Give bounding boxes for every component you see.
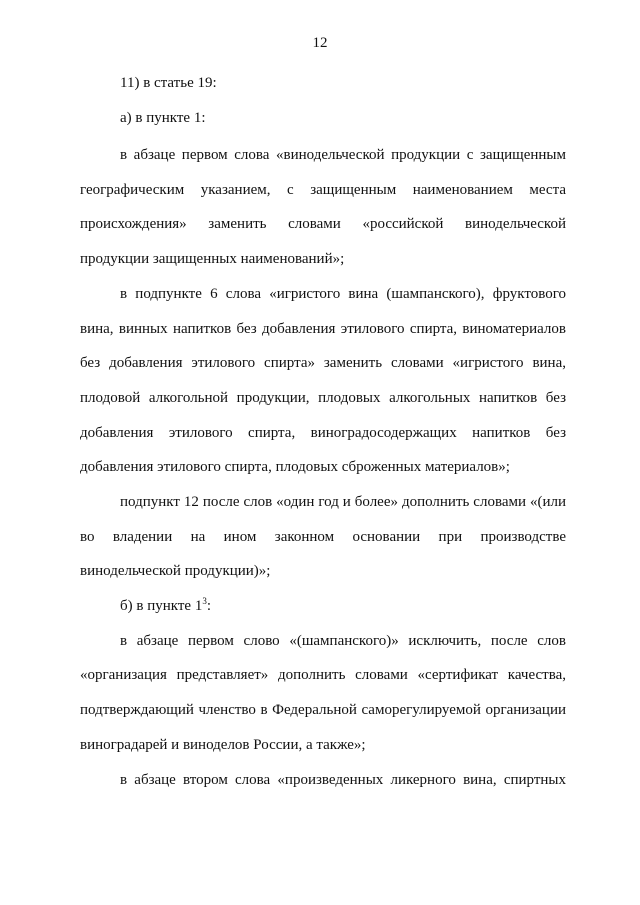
text-line: подтверждающий членство в Федеральной саморегулируемой организации: [80, 702, 566, 718]
text-line: продукции защищенных наименований»;: [80, 251, 345, 267]
page-number: 12: [312, 35, 328, 51]
text-line: без добавления этилового спирта» заменить словами «игристого вина,: [80, 355, 566, 371]
superscript: 3: [202, 596, 207, 606]
text-line: «организация представляет» дополнить словами «сертификат качества,: [80, 667, 566, 683]
text-line: винодельческой продукции)»;: [80, 563, 271, 579]
text-line: в абзаце первом слово «(шампанского)» исключить, после слов: [120, 633, 566, 649]
text-line: а) в пункте 1:: [120, 110, 206, 126]
text-line: в абзаце первом слова «винодельческой продукции с защищенным: [120, 147, 566, 163]
text-line: географическим указанием, с защищенным наименованием места: [80, 182, 566, 198]
text-line: плодовой алкогольной продукции, плодовых алкогольных напитков без: [80, 390, 566, 406]
text-line: в абзаце втором слова «произведенных ликерного вина, спиртных: [120, 772, 566, 788]
text-line: 11) в статье 19:: [120, 75, 217, 91]
text-line: [120, 596, 566, 616]
text-line: происхождения» заменить словами «российской винодельческой: [80, 216, 566, 232]
text-line: вина, винных напитков без добавления этилового спирта, виноматериалов: [80, 321, 566, 337]
subpoint-label: б) в пункте 1: [120, 598, 203, 614]
text-line: во владении на ином законном основании при производстве: [80, 529, 566, 545]
text-line: подпункт 12 после слов «один год и более» дополнить словами «(или: [120, 494, 566, 510]
text-line: добавления этилового спирта, виноградосодержащих напитков без: [80, 425, 566, 441]
text-line: в подпункте 6 слова «игристого вина (шампанского), фруктового: [120, 286, 566, 302]
text-line: добавления этилового спирта, плодовых сброженных материалов»;: [80, 459, 510, 475]
colon: :: [206, 598, 211, 614]
text-line: виноградарей и виноделов России, а также»;: [80, 737, 366, 753]
